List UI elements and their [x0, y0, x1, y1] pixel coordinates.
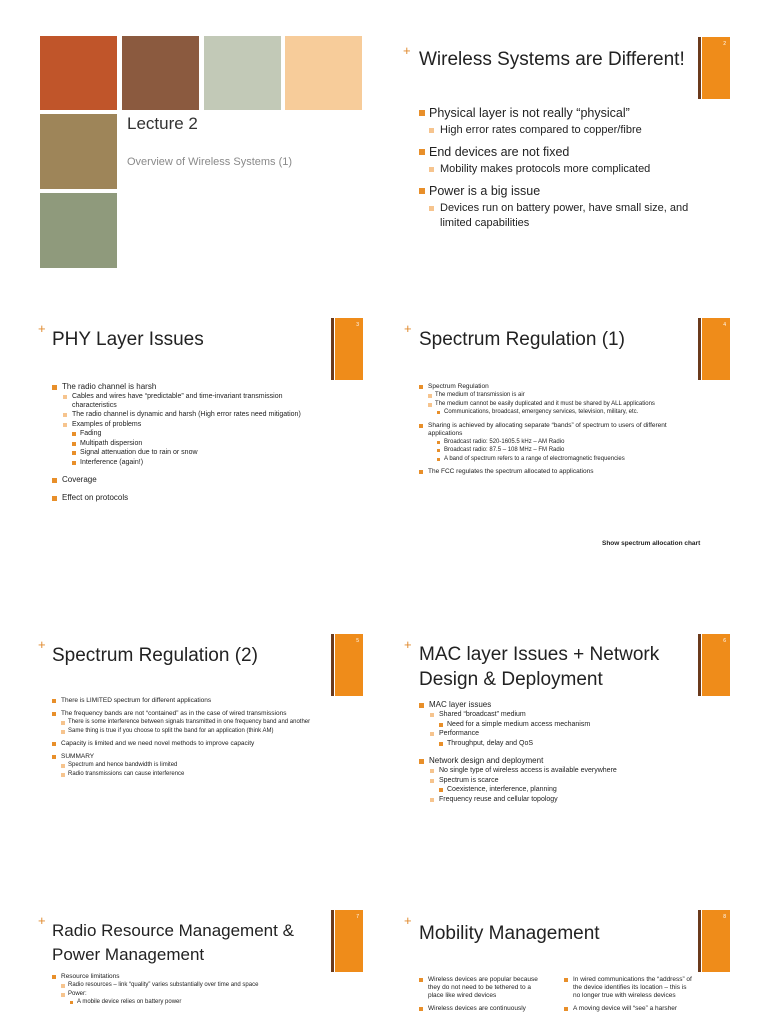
slide-number: 4: [723, 322, 726, 328]
bullet-item: [419, 777, 719, 786]
bullet-marker-icon: [439, 742, 443, 746]
bullet-item: [52, 728, 327, 736]
bullet-item: [419, 144, 709, 160]
slide-note: Show spectrum allocation chart: [602, 540, 701, 547]
plus-icon: +: [38, 321, 46, 336]
bullet-text: There is LIMITED spectrum for different applications: [61, 697, 212, 704]
slide-3: [0, 316, 384, 632]
bullet-item: [52, 449, 322, 458]
accent-bar-line: [331, 910, 334, 972]
slide-title: PHY Layer Issues: [52, 329, 204, 350]
bullet-list-left: [419, 971, 544, 1013]
bullet-text: Capacity is limited and we need novel methods to improve capacity: [61, 740, 255, 747]
plus-icon: +: [404, 913, 412, 928]
bullet-item: [52, 740, 327, 748]
bullet-text: Devices run on battery power, have small size, and limited capabilities: [440, 202, 689, 229]
bullet-text: The medium cannot be easily duplicated and it must be shared by ALL applications: [435, 400, 655, 407]
bullet-item: [419, 422, 699, 438]
bullet-text: Coverage: [62, 475, 97, 484]
bullet-item: [52, 440, 322, 449]
bullet-list: [419, 692, 719, 804]
slide-title: Wireless Systems are Different!: [419, 49, 685, 70]
bullet-item: [52, 719, 327, 727]
bullet-text: Wireless devices are popular because they do not need to be tethered to a place like wired devices: [428, 976, 538, 999]
bullet-marker-icon: [61, 993, 65, 997]
bullet-item: [419, 401, 699, 409]
bullet-text: Same thing is true if you choose to split the band for an application (think AM): [68, 727, 274, 734]
bullet-item: [419, 105, 709, 121]
bullet-marker-icon: [419, 149, 425, 155]
bullet-marker-icon: [52, 478, 57, 483]
bullet-item: [419, 456, 699, 464]
bullet-marker-icon: [61, 773, 65, 777]
bullet-text: In wired communications the “address” of the device identifies its location – this is no longer true with wireless devices: [573, 976, 692, 999]
bullet-marker-icon: [72, 461, 76, 465]
bullet-marker-icon: [428, 403, 432, 407]
bullet-text: No single type of wireless access is available everywhere: [439, 767, 617, 774]
slide-title: Radio Resource Management & Power Management: [52, 921, 294, 964]
bullet-text: Network design and deployment: [429, 756, 544, 765]
bullet-marker-icon: [419, 188, 425, 194]
accent-bar-line: [698, 634, 701, 696]
slide-number: 3: [356, 322, 359, 328]
bullet-marker-icon: [430, 798, 434, 802]
bullet-item: [419, 392, 699, 400]
bullet-text: Fading: [80, 430, 102, 437]
bullet-marker-icon: [61, 730, 65, 734]
bullet-marker-icon: [430, 732, 434, 736]
bullet-item: [52, 493, 322, 503]
bullet-text: Frequency reuse and cellular topology: [439, 795, 558, 803]
bullet-text: Cables and wires have “predictable” and time-invariant transmission characteristics: [72, 393, 283, 409]
slide-title: MAC layer Issues + Network Design & Deployment: [419, 644, 660, 690]
bullet-text: Power is a big issue: [429, 184, 541, 198]
bullet-item: [52, 475, 322, 485]
accent-bar-line: [331, 634, 334, 696]
bullet-item: [419, 740, 719, 749]
plus-icon: +: [38, 637, 46, 652]
bullet-list: [52, 374, 322, 503]
bullet-text: Broadcast radio: 87.5 – 108 MHz – FM Radio: [444, 447, 565, 453]
bullet-item: [52, 999, 327, 1007]
bullet-text: Spectrum and hence bandwidth is limited: [68, 762, 178, 768]
bullet-item: [419, 123, 709, 138]
bullet-item: [419, 730, 719, 739]
bullet-text: The frequency bands are not “contained” as in the case of wired transmissions: [61, 710, 287, 717]
bullet-text: Signal attenuation due to rain or snow: [80, 449, 198, 456]
accent-bar-line: [698, 910, 701, 972]
slide-title: Spectrum Regulation (1): [419, 329, 625, 350]
slide-subtitle: Overview of Wireless Systems (1): [127, 156, 293, 168]
bullet-item: [419, 976, 544, 1000]
bullet-marker-icon: [437, 449, 440, 452]
bullet-marker-icon: [419, 978, 423, 982]
bullet-marker-icon: [52, 742, 56, 746]
bullet-item: [52, 762, 327, 770]
bullet-marker-icon: [52, 755, 56, 759]
bullet-text: Performance: [439, 730, 480, 737]
bullet-marker-icon: [63, 423, 67, 427]
accent-bar-line: [331, 318, 334, 380]
bullet-text: Shared “broadcast” medium: [439, 711, 526, 718]
bullet-marker-icon: [419, 470, 423, 474]
bullet-item: [419, 1005, 544, 1013]
bullet-list-right: [564, 971, 694, 1013]
bullet-text: Effect on protocols: [62, 493, 129, 502]
bullet-item: [52, 382, 322, 392]
slide-number: 2: [723, 41, 726, 47]
bullet-item: [419, 183, 709, 199]
bullet-item: [52, 430, 322, 439]
bullet-text: Spectrum is scarce: [439, 776, 499, 784]
bullet-marker-icon: [72, 442, 76, 446]
bullet-item: [419, 721, 719, 730]
bullet-item: [419, 409, 699, 417]
bullet-item: [52, 411, 322, 420]
bullet-text: Need for a simple medium access mechanism: [447, 720, 591, 728]
color-square: [40, 114, 117, 189]
bullet-text: Spectrum Regulation: [428, 383, 489, 390]
color-square: [285, 36, 362, 110]
bullet-item: [419, 767, 719, 776]
slide-title: Mobility Management: [419, 923, 600, 944]
bullet-marker-icon: [419, 424, 423, 428]
bullet-marker-icon: [72, 451, 76, 455]
bullet-text: Broadcast radio: 520-1605.5 kHz – AM Radio: [444, 438, 565, 445]
bullet-item: [564, 1005, 694, 1013]
bullet-item: [52, 771, 327, 779]
bullet-marker-icon: [419, 110, 425, 116]
bullet-text: Physical layer is not really “physical”: [429, 106, 630, 120]
accent-bar-line: [698, 318, 701, 380]
color-square: [204, 36, 281, 110]
bullet-marker-icon: [430, 779, 434, 783]
bullet-marker-icon: [437, 411, 440, 414]
bullet-item: [52, 710, 327, 718]
bullet-item: [419, 162, 709, 177]
bullet-marker-icon: [430, 713, 434, 717]
accent-bar-line: [698, 37, 701, 99]
plus-icon: +: [404, 637, 412, 652]
bullet-item: [52, 697, 327, 705]
bullet-item: [419, 439, 699, 447]
bullet-text: A moving device will “see” a harsher: [573, 1005, 678, 1012]
bullet-text: High error rates compared to copper/fibre: [440, 124, 642, 136]
bullet-marker-icon: [61, 984, 65, 988]
bullet-marker-icon: [428, 394, 432, 398]
bullet-list: [52, 692, 327, 778]
bullet-text: Coexistence, interference, planning: [447, 786, 557, 793]
bullet-list: [52, 968, 327, 1007]
color-square: [40, 36, 117, 110]
bullet-text: Interference (again!): [80, 458, 144, 466]
bullet-text: Examples of problems: [72, 420, 142, 428]
bullet-item: [419, 796, 719, 805]
bullet-item: [419, 711, 719, 720]
plus-icon: +: [403, 43, 411, 58]
bullet-marker-icon: [429, 206, 434, 211]
bullet-item: [419, 700, 719, 710]
slide-number: 8: [723, 914, 726, 920]
color-square: [122, 36, 199, 110]
bullet-marker-icon: [72, 432, 76, 436]
bullet-text: The FCC regulates the spectrum allocated to applications: [428, 468, 594, 475]
bullet-text: Mobility makes protocols more complicated: [440, 163, 651, 175]
bullet-text: The radio channel is harsh: [62, 382, 157, 391]
slide-number: 5: [356, 638, 359, 644]
bullet-marker-icon: [437, 458, 440, 461]
bullet-marker-icon: [429, 167, 434, 172]
bullet-item: [419, 383, 699, 391]
bullet-text: SUMMARY: [61, 753, 95, 760]
bullet-item: [564, 976, 694, 1000]
bullet-marker-icon: [439, 723, 443, 727]
color-square: [40, 193, 117, 268]
bullet-list: [419, 378, 699, 476]
bullet-marker-icon: [430, 769, 434, 773]
bullet-text: The medium of transmission is air: [435, 392, 525, 398]
bullet-item: [52, 393, 322, 410]
bullet-text: A band of spectrum refers to a range of electromagnetic frequencies: [444, 455, 625, 462]
bullet-marker-icon: [70, 1001, 73, 1004]
bullet-marker-icon: [52, 496, 57, 501]
bullet-item: [419, 756, 719, 766]
bullet-list: [419, 99, 709, 231]
bullet-item: [52, 982, 327, 990]
bullet-text: Multipath dispersion: [80, 439, 143, 447]
slide-number: 7: [356, 914, 359, 920]
bullet-item: [52, 459, 322, 468]
bullet-marker-icon: [52, 712, 56, 716]
bullet-marker-icon: [564, 1007, 568, 1011]
bullet-marker-icon: [429, 128, 434, 133]
bullet-item: [52, 991, 327, 999]
plus-icon: +: [38, 913, 46, 928]
slide-2: [384, 0, 768, 316]
bullet-text: Throughput, delay and QoS: [447, 739, 534, 747]
bullet-text: There is some interference between signals transmitted in one frequency band and another: [68, 719, 311, 725]
slide-title: Lecture 2: [127, 114, 198, 133]
slide-title: Spectrum Regulation (2): [52, 645, 258, 666]
bullet-marker-icon: [61, 764, 65, 768]
bullet-text: Communications, broadcast, emergency services, television, military, etc.: [444, 409, 639, 415]
bullet-item: [52, 973, 327, 981]
bullet-text: Radio transmissions can cause interference: [68, 770, 185, 777]
bullet-item: [419, 468, 699, 476]
slide-8: [384, 900, 768, 1024]
bullet-marker-icon: [63, 413, 67, 417]
bullet-text: Power:: [68, 990, 87, 997]
bullet-item: [52, 753, 327, 761]
bullet-item: [419, 447, 699, 455]
bullet-text: Resource limitations: [61, 973, 120, 980]
slide-7: [0, 900, 384, 1024]
bullet-marker-icon: [564, 978, 568, 982]
bullet-marker-icon: [437, 441, 440, 444]
bullet-text: A mobile device relies on battery power: [77, 999, 182, 1005]
slide-4: [384, 316, 768, 632]
bullet-text: Radio resources – link “quality” varies substantially over time and space: [68, 982, 259, 988]
bullet-text: MAC layer issues: [429, 700, 492, 709]
bullet-marker-icon: [63, 395, 67, 399]
bullet-marker-icon: [52, 699, 56, 703]
bullet-marker-icon: [419, 1007, 423, 1011]
bullet-marker-icon: [419, 759, 424, 764]
bullet-marker-icon: [419, 385, 423, 389]
plus-icon: +: [404, 321, 412, 336]
bullet-marker-icon: [61, 721, 65, 725]
bullet-marker-icon: [439, 788, 443, 792]
bullet-text: End devices are not fixed: [429, 145, 570, 159]
bullet-item: [52, 421, 322, 430]
bullet-item: [419, 786, 719, 795]
bullet-text: Sharing is achieved by allocating separate “bands” of spectrum to users of different applications: [428, 421, 667, 437]
bullet-item: [419, 201, 709, 231]
bullet-text: Wireless devices are continuously: [428, 1005, 526, 1012]
bullet-marker-icon: [52, 975, 56, 979]
slide-1: [0, 0, 384, 316]
bullet-text: The radio channel is dynamic and harsh (High error rates need mitigation): [72, 411, 301, 418]
slide-number: 6: [723, 638, 726, 644]
bullet-marker-icon: [52, 385, 57, 390]
bullet-marker-icon: [419, 703, 424, 708]
